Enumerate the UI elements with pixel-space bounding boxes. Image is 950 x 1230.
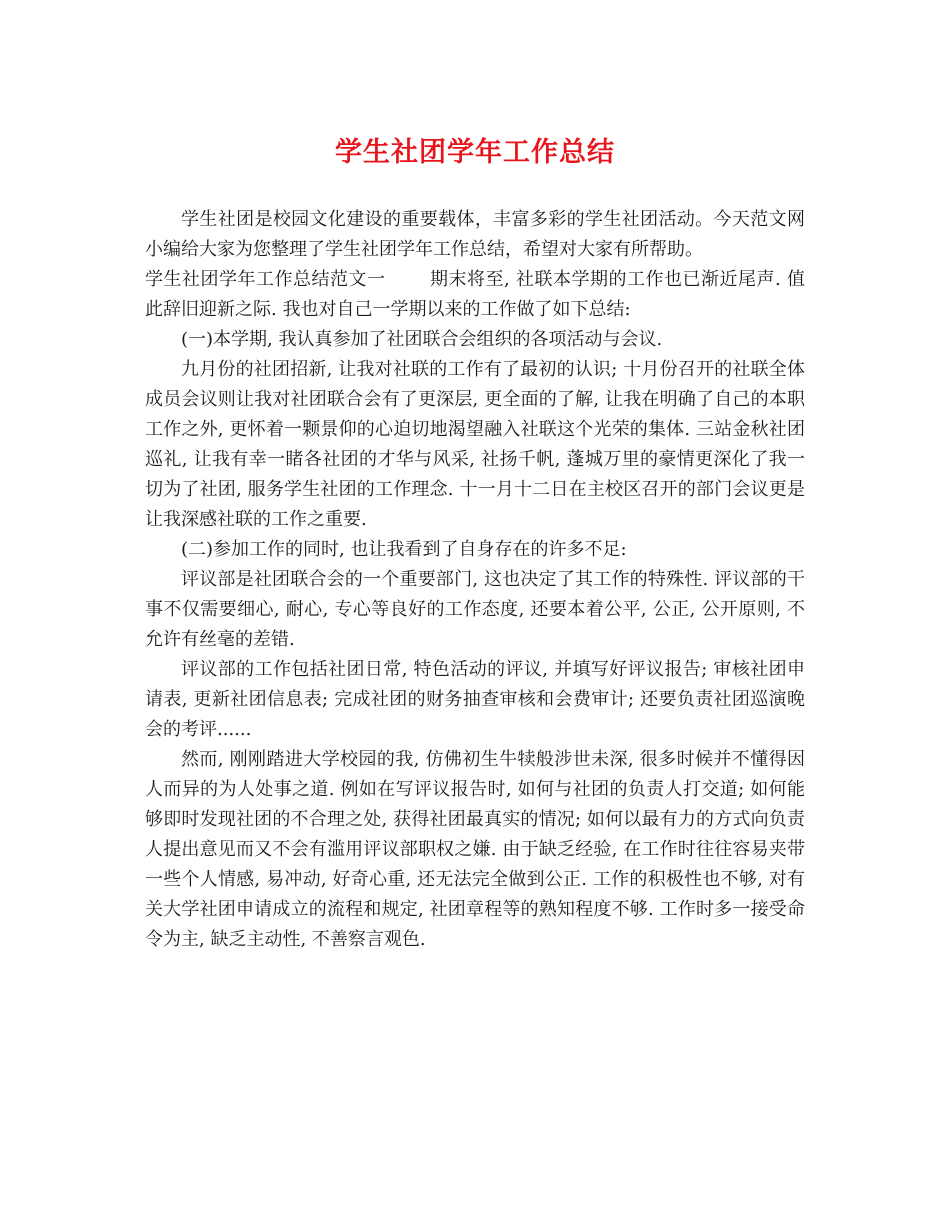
section1-heading: (一)本学期, 我认真参加了社团联合会组织的各项活动与会议. — [181, 329, 663, 350]
sample-heading: 学生社团学年工作总结范文一 — [145, 269, 386, 290]
section2-paragraph-2: 评议部的工作包括社团日常, 特色活动的评议, 并填写好评议报告; 审核社团申请表, 更新社团信息表; 完成社团的财务抽查审核和会费审计; 还要负责社团巡演晚会的考评...... — [145, 659, 805, 740]
section2-paragraph-1: 评议部是社团联合会的一个重要部门, 这也决定了其工作的特殊性. 评议部的干事不仅需要细心, 耐心, 专心等良好的工作态度, 还要本着公平, 公正, 公开原则, 不允许有丝毫的差错. — [145, 569, 805, 650]
section2-heading: (二)参加工作的同时, 也让我看到了自身存在的许多不足: — [181, 539, 627, 560]
sample-paragraph — [145, 265, 805, 325]
document-title: 学生社团学年工作总结 — [335, 137, 615, 168]
section2-paragraph-3: 然而, 刚刚踏进大学校园的我, 仿佛初生牛犊般涉世未深, 很多时候并不懂得因人而异的为人处事之道. 例如在写评议报告时, 如何与社团的负责人打交道; 如何能够即时发现社团的不合理之处, 获得社团最真实的情况; 如何以最有力的方式向负责人提出意见而又不会有滥用评议部职权之嫌. 由于缺乏经验, 在工作时往往容易夹带一些个人情感, 易冲动, 好奇心重, 还无法完全做到公正. 工作的积极性也不够, 对有关大学社团申请成立的流程和规定, 社团章程等的熟知程度不够. 工作时多一接受命令为主, 缺乏主动性, 不善察言观色. — [145, 749, 805, 950]
sample-lead: 期末将至, 社联本学期的工作也已渐近尾声. 值此辞旧迎新之际. 我也对自己一学期以来的工作做了如下总结: — [145, 269, 805, 320]
intro-paragraph: 学生社团是校园文化建设的重要载体，丰富多彩的学生社团活动。今天范文网小编给大家为您整理了学生社团学年工作总结，希望对大家有所帮助。 — [145, 209, 805, 260]
document-body — [145, 205, 805, 955]
section1-body: 九月份的社团招新, 让我对社联的工作有了最初的认识; 十月份召开的社联全体成员会议则让我对社团联合会有了更深层, 更全面的了解, 让我在明确了自己的本职工作之外, 更怀着一颗景仰的心迫切地渴望融入社联这个光荣的集体. 三站金秋社团巡礼, 让我有幸一睹各社团的才华与风采, 社扬千帆, 蓬城万里的豪情更深化了我一切为了社团, 服务学生社团的工作理念. 十一月十二日在主校区召开的部门会议更是让我深感社联的工作之重要. — [145, 359, 805, 530]
